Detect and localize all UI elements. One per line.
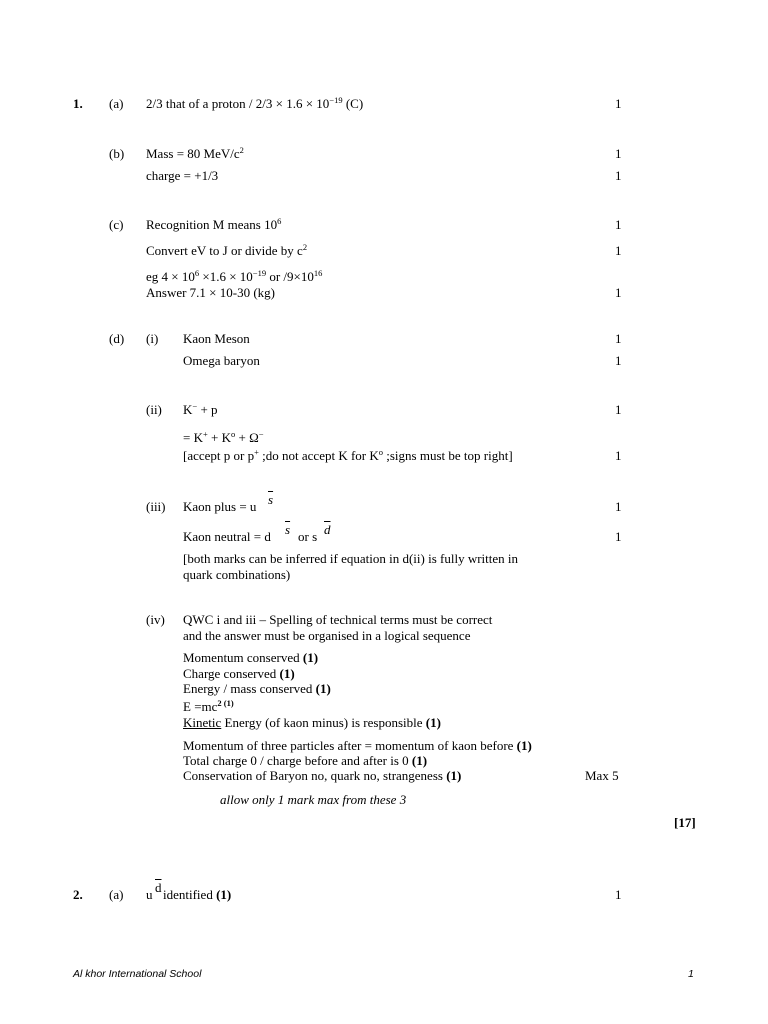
subpart-label: (ii) — [146, 402, 162, 417]
part-label: (d) — [109, 331, 125, 346]
answer-line: or s — [298, 529, 318, 544]
mark-point: Charge conserved (1) — [183, 666, 295, 681]
antiquark-symbol: $\overline{d}$ — [324, 522, 331, 537]
allow-note: allow only 1 mark max from these 3 — [220, 792, 407, 807]
mark-point: Conservation of Baryon no, quark no, strangeness (1) — [183, 768, 462, 783]
answer-line: = $K^+ + K^o + \Omega^-$ — [183, 429, 264, 445]
answer-line: Answer 7.1 × 10-30 (kg) — [146, 285, 276, 300]
answer-line: quark combinations) — [183, 567, 291, 582]
mark: 1 — [615, 448, 622, 463]
answer-line: K− + p — [183, 401, 218, 417]
subpart-label: (iii) — [146, 499, 166, 514]
mark: 1 — [615, 529, 622, 544]
mark: 1 — [615, 353, 622, 368]
mark-point: Energy / mass conserved (1) — [183, 681, 331, 696]
answer-line: Kaon neutral = d — [183, 529, 271, 544]
mark: 1 — [615, 168, 622, 183]
answer-line: [both marks can be inferred if equation in d(ii) is fully written in — [183, 551, 519, 566]
mark: 1 — [615, 499, 622, 514]
question-number: 1. — [73, 96, 83, 111]
antiquark-symbol: $\overline{s}$ — [268, 492, 274, 507]
answer-line: 2/3 that of a proton / $2/3 \times 1.6 \times 10^{-19}$ (C) — [146, 95, 364, 111]
answer-line: [accept p or p+ ;do not accept K for $K^o$ ;signs must be top right] — [183, 447, 513, 463]
part-label: (c) — [109, 217, 124, 232]
mark-point: Kinetic Energy (of kaon minus) is responsible (1) — [183, 715, 441, 730]
qwc-note: and the answer must be organised in a logical sequence — [183, 628, 471, 643]
mark-point: Momentum conserved (1) — [183, 650, 319, 665]
answer-line: identified (1) — [163, 887, 232, 902]
mark-point: Total charge 0 / charge before and after is 0 (1) — [183, 753, 428, 768]
answer-line: Kaon plus = u — [183, 499, 257, 514]
mark-point: Momentum of three particles after = momentum of kaon before (1) — [183, 738, 532, 753]
mark: 1 — [615, 146, 622, 161]
mark: 1 — [615, 331, 622, 346]
mark: 1 — [615, 217, 622, 232]
answer-line: Kaon Meson — [183, 331, 250, 346]
mark: 1 — [615, 402, 622, 417]
part-label: (a) — [109, 887, 124, 902]
subpart-label: (iv) — [146, 612, 165, 627]
subpart-label: (i) — [146, 331, 159, 346]
footer-school: Al khor International School — [73, 968, 202, 980]
mark-point: $E =mc^{2 (1)}$ — [183, 698, 234, 714]
answer-line: eg $4 \times 10^6 \times 1.6 \times 10^{-19}$ or $/9\times 10^{16}$ — [146, 268, 323, 284]
max-mark: Max 5 — [585, 768, 619, 783]
total-marks: [17] — [674, 815, 696, 830]
part-label: (a) — [109, 96, 124, 111]
question-number: 2. — [73, 887, 83, 902]
answer-line: Omega baryon — [183, 353, 260, 368]
answer-line: Convert eV to J or divide by $c^2$ — [146, 242, 308, 258]
answer-line: u — [146, 887, 153, 902]
mark: 1 — [615, 887, 622, 902]
mark: 1 — [615, 96, 622, 111]
part-label: (b) — [109, 146, 125, 161]
antiquark-symbol: $\overline{s}$ — [285, 522, 291, 537]
antiquark-symbol: $\overline{d}$ — [155, 880, 162, 895]
answer-line: charge = +1/3 — [146, 168, 219, 183]
answer-line: Recognition M means $10^6$ — [146, 216, 282, 232]
answer-line: Mass = 80 MeV/$c^2$ — [146, 145, 244, 161]
footer-page-number: 1 — [688, 968, 694, 980]
mark: 1 — [615, 243, 622, 258]
mark: 1 — [615, 285, 622, 300]
qwc-note: QWC i and iii – Spelling of technical terms must be correct — [183, 612, 493, 627]
